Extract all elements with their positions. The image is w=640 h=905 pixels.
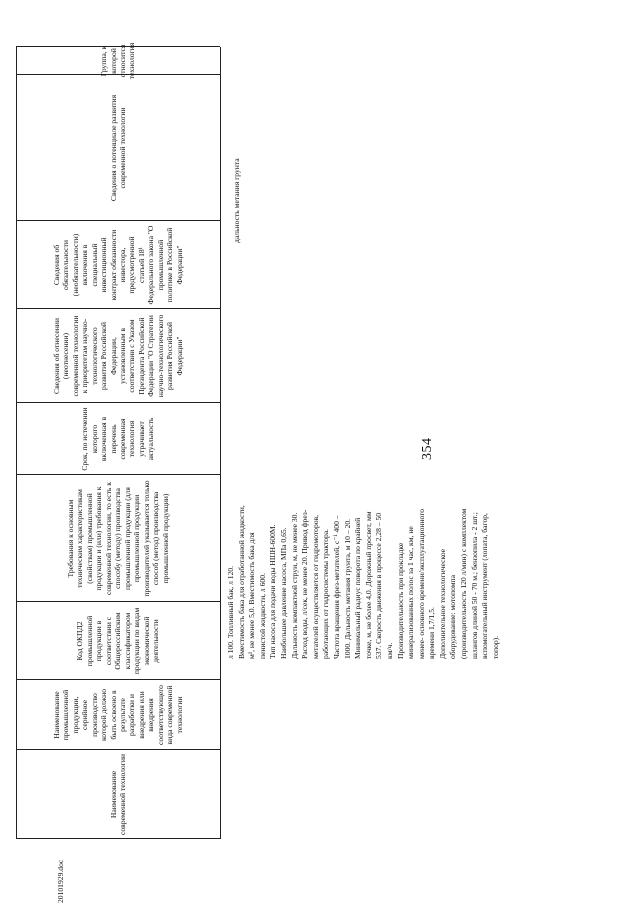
header-technology-name: Наименование современной технологии bbox=[108, 754, 127, 835]
footer-filename: 20101929.doc bbox=[56, 859, 65, 903]
header-technology-group: Группа, к которой относится технология bbox=[99, 42, 137, 80]
header-okpd2-code: Код ОКПД2 промышленной продукции в соответствии с Общероссийским классификатором продукции по видам экономической деятельности bbox=[75, 607, 161, 675]
table-header-bottom-border bbox=[220, 47, 221, 839]
side-note: дальность метания грунта bbox=[232, 158, 241, 243]
requirements-continuation-text: л 100. Топливный бак, л 120. Вместимость бака для отработанной жидкости, м³, не менее 5,0. Вместимость бака для пенистой жидкости, л 600. Тип насоса для подачи воды НШН-600М. Наибольшее давление насоса, МПа 0,65. Дальность компактной струи, м, не менее 30. Расход воды, л/сек, не менее 20. Привод фрез-метателей осуществляется от гидромоторов, работающих от гидросистемы трактора. Частота вращения фрез-метателей, с⁻¹ 400 – 1000. Дальность метания грунта, м 10 – 20. Минимальный радиус поворота по крайней точке, м, не более 4,0. Дорожный просвет, мм 537. Скорость движения в процессе 2,28 – 50 км/ч. Производительность при прокладке минерализованных полос за 1 час, км, не менее- основного времени/эксплуатационного времени 1,7/1,5. Дополнительное технологическое оборудование: мотопомпа (производительность 120 л/мин) с комплектом шлангов длиной 50 - 70 м.; бензопила - 2 шт.; вспомогательный инструмент (лопата, багор, топор). bbox=[226, 505, 500, 659]
header-product-name: Наименование промышленной продукции, серийное производство которой должно быть освоено в результате разработки и внедрения или внедрения соответствующего вида современной технологии bbox=[51, 685, 184, 745]
header-development-potential: Сведения о потенциале развития современной технологии bbox=[108, 94, 127, 202]
header-technical-requirements: Требования к основным техническим характеристикам (свойствам) промышленной продукции и (или) требования к современной технологии, то есть к способу (методу) производства промышленной продукции (для промышленной продукции производителей указывается только способ (метод) производства промышленной продукции) bbox=[65, 480, 170, 597]
page-number: 354 bbox=[420, 437, 435, 460]
header-expiry-term: Срок, по истечении которого включенная в перечень современная технология утрачивает актуальность bbox=[80, 407, 156, 471]
header-obligation-info: Сведения об обязательности (необязательности) включения в специальный инвестиционный контракт обязанности инвестора, предусмотренной статьей 18¹ Федерального закона "О промышленной политике в Российской Федерации" bbox=[51, 225, 184, 305]
header-priority-info: Сведения об отнесении (неотнесении) современной технологии к приоритетам научно-технологического развития Российской Федерации, установленным в соответствии с Указом Президента Российской Федерации "О Стратегии научно-технологического развития Российской Федерации" bbox=[51, 314, 184, 398]
